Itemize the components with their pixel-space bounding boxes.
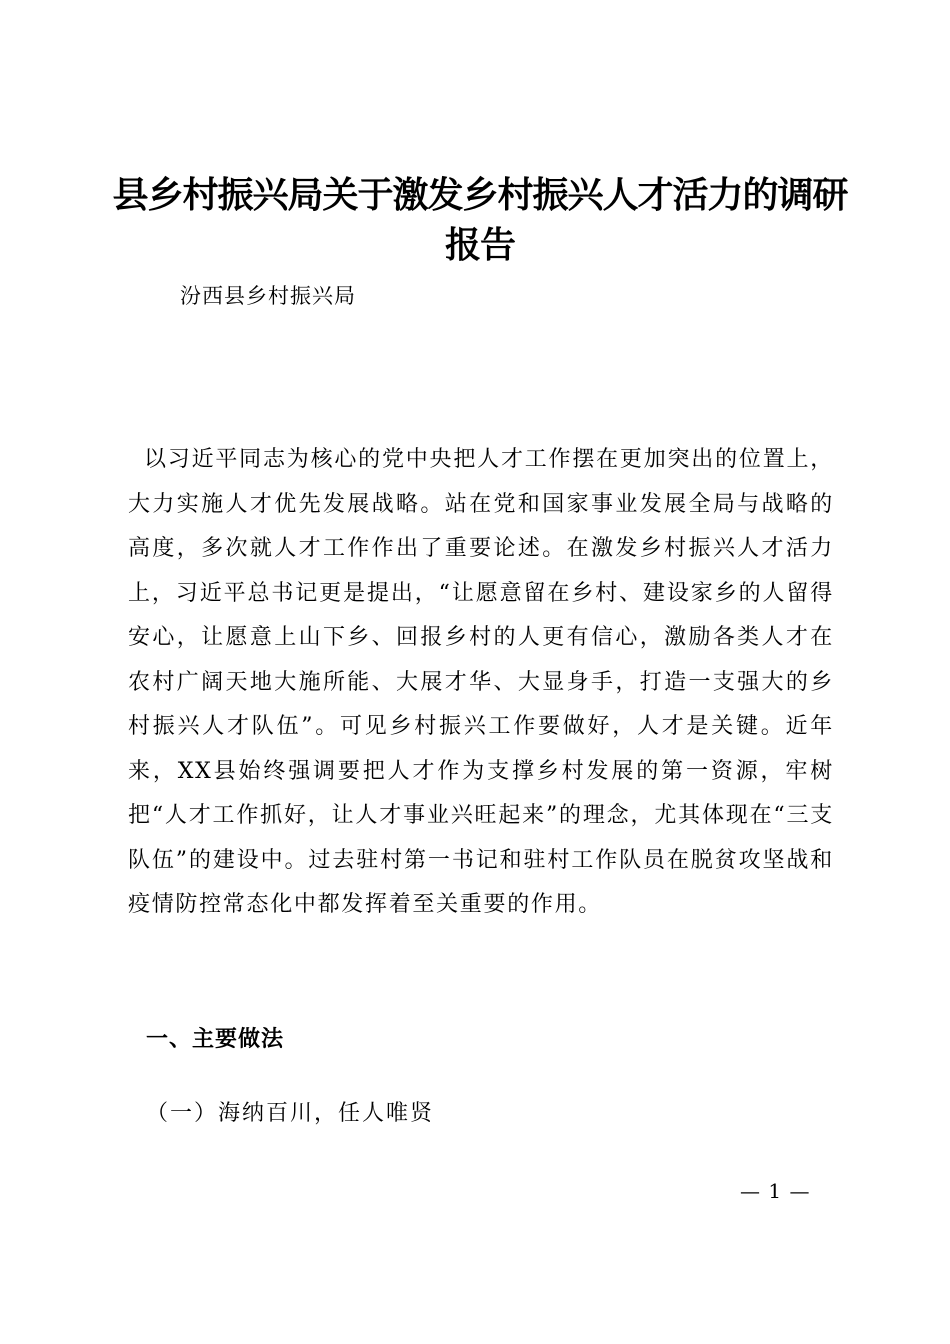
section-heading: 一、主要做法	[146, 1027, 285, 1052]
document-title: 县乡村振兴局关于激发乡村振兴人才活力的调研报告	[112, 174, 848, 266]
body-paragraph: 以习近平同志为核心的党中央把人才工作摆在更加突出的位置上，大力实施人才优先发展战略。站在党和国家事业发展全局与战略的高度，多次就人才工作作出了重要论述。在激发乡村振兴人才活力上，习近平总书记更是提出，“让愿意留在乡村、建设家乡的人留得安心，让愿意上山下乡、回报乡村的人更有信心，激励各类人才在农村广阔天地大施所能、大展才华、大显身手，打造一支强大的乡村振兴人才队伍”。可见乡村振兴工作要做好，人才是关键。近年来，XX县始终强调要把人才作为支撑乡村发展的第一资源，牢树把“人才工作抓好，让人才事业兴旺起来”的理念，尤其体现在“三支队伍”的建设中。过去驻村第一书记和驻村工作队员在脱贫攻坚战和疫情防控常态化中都发挥着至关重要的作用。	[128, 447, 834, 917]
document-author: 汾西县乡村振兴局	[180, 284, 356, 308]
subsection-heading: （一）海纳百川，任人唯贤	[146, 1101, 435, 1126]
page-number: — 1 —	[740, 1179, 811, 1203]
